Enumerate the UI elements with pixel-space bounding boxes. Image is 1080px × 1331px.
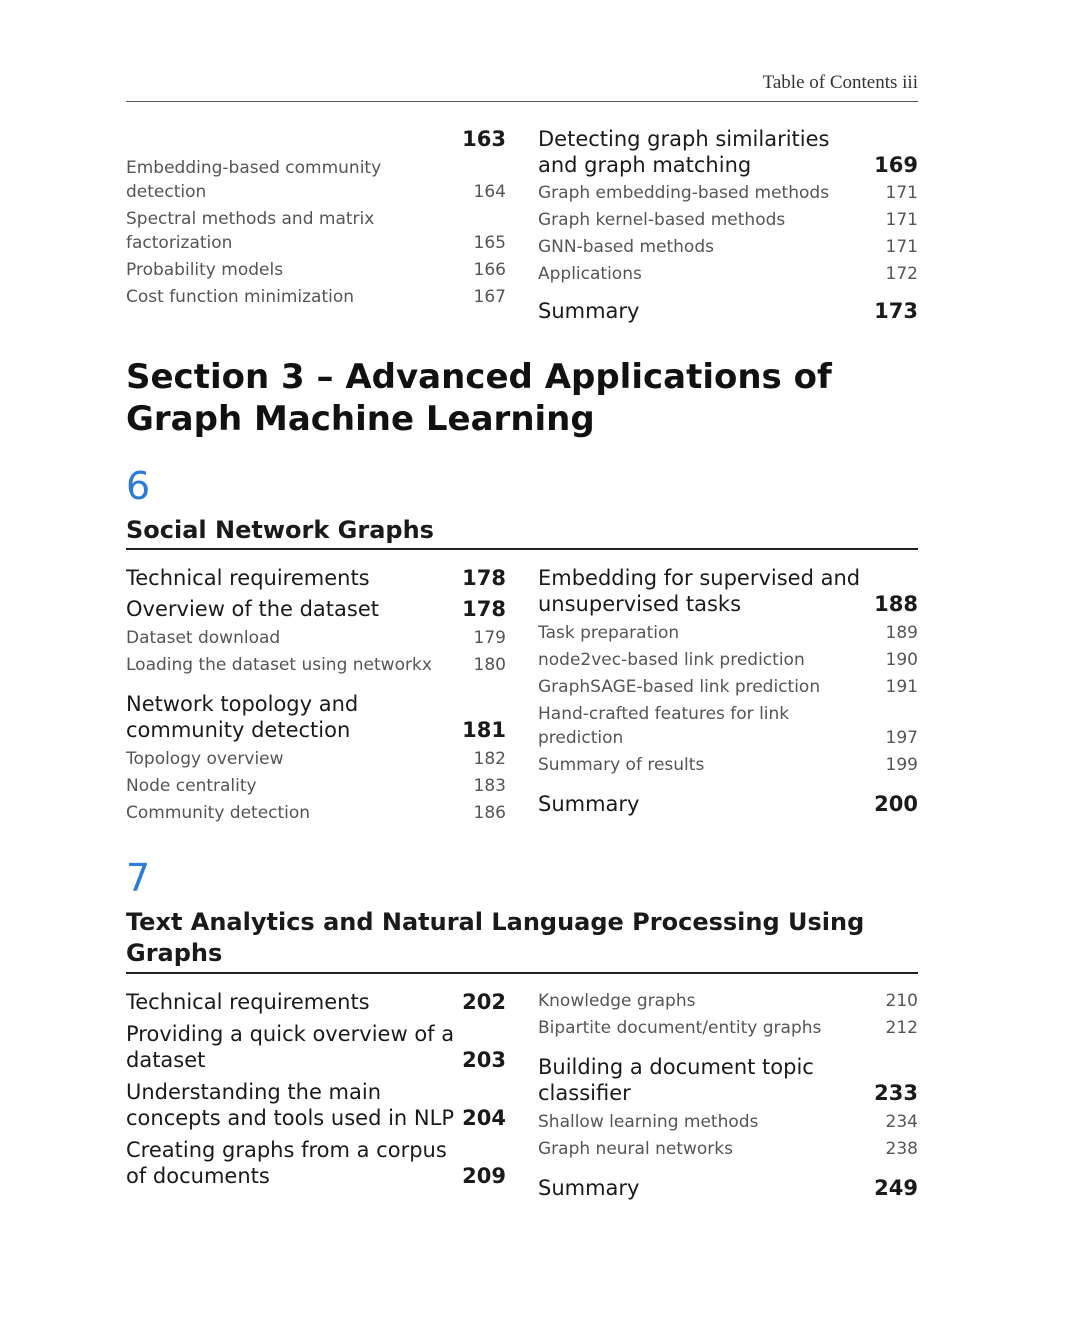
toc-ch7-right <box>538 989 918 1201</box>
toc-page: 165 <box>473 233 506 253</box>
toc-page: 181 <box>462 718 506 742</box>
toc-title: Spectral methods and matrix factorization <box>126 209 375 253</box>
toc-entry[interactable] <box>126 1021 506 1073</box>
toc-title: Providing a quick overview of a dataset <box>126 1022 455 1072</box>
toc-entry[interactable] <box>538 126 918 178</box>
toc-title: Hand-crafted features for link prediction <box>538 704 790 748</box>
toc-page: 179 <box>473 628 506 648</box>
toc-title: Cost function minimization <box>126 287 355 307</box>
section-title: Section 3 – Advanced Applications of Graph Machine Learning <box>126 357 832 439</box>
toc-entry[interactable] <box>126 691 506 743</box>
toc-title: Technical requirements <box>126 566 370 590</box>
toc-page: 169 <box>874 153 918 177</box>
toc-entry[interactable] <box>538 675 918 699</box>
toc-entry[interactable] <box>538 298 918 324</box>
toc-entry[interactable] <box>538 1016 918 1040</box>
toc-entry[interactable] <box>126 1079 506 1131</box>
toc-entry[interactable] <box>538 621 918 645</box>
toc-chapter6 <box>126 565 918 825</box>
toc-page: 234 <box>885 1112 918 1132</box>
toc-page: 178 <box>462 597 506 621</box>
toc-title: Overview of the dataset <box>126 597 379 621</box>
toc-title: node2vec-based link prediction <box>538 650 805 670</box>
toc-page: 164 <box>473 182 506 202</box>
toc-top-left <box>126 126 506 324</box>
toc-entry[interactable] <box>126 747 506 771</box>
chapter-rule <box>126 548 918 550</box>
toc-title: Summary <box>538 1176 640 1200</box>
toc-page: 171 <box>885 183 918 203</box>
toc-page: 199 <box>885 755 918 775</box>
toc-page: 189 <box>885 623 918 643</box>
toc-page: 197 <box>885 728 918 748</box>
toc-ch6-right <box>538 565 918 825</box>
toc-title: Topology overview <box>126 749 284 769</box>
chapter-number: 6 <box>126 464 151 508</box>
toc-title: Shallow learning methods <box>538 1112 759 1132</box>
toc-entry[interactable] <box>538 753 918 777</box>
toc-entry[interactable] <box>126 258 506 282</box>
toc-page: 171 <box>885 237 918 257</box>
toc-entry[interactable] <box>126 653 506 677</box>
toc-page: 167 <box>473 287 506 307</box>
toc-title: Community detection <box>126 803 311 823</box>
header-rule <box>126 101 918 102</box>
toc-title: Task preparation <box>538 623 680 643</box>
toc-title: Bipartite document/entity graphs <box>538 1018 822 1038</box>
toc-page: 190 <box>885 650 918 670</box>
toc-entry[interactable] <box>126 1137 506 1189</box>
toc-title: Technical requirements <box>126 990 370 1014</box>
toc-page: 249 <box>874 1176 918 1200</box>
toc-page: 233 <box>874 1081 918 1105</box>
toc-title: Knowledge graphs <box>538 991 696 1011</box>
toc-page: 203 <box>462 1048 506 1072</box>
toc-entry[interactable] <box>538 989 918 1013</box>
toc-entry[interactable] <box>126 774 506 798</box>
toc-title: Probability models <box>126 260 284 280</box>
toc-entry[interactable] <box>538 1137 918 1161</box>
toc-title: GNN-based methods <box>538 237 714 257</box>
toc-page: 183 <box>473 776 506 796</box>
toc-page: 163 <box>462 127 506 151</box>
toc-ch6-left <box>126 565 506 825</box>
chapter-title: Social Network Graphs <box>126 516 434 544</box>
toc-title: Node centrality <box>126 776 257 796</box>
toc-page: 212 <box>885 1018 918 1038</box>
toc-title: Summary of results <box>538 755 705 775</box>
chapter-title: Text Analytics and Natural Language Processing Using Graphs <box>126 908 865 967</box>
toc-entry[interactable] <box>538 1175 918 1201</box>
toc-page: 188 <box>874 592 918 616</box>
toc-entry[interactable] <box>538 262 918 286</box>
toc-title: Detecting graph similarities and graph matching <box>538 127 830 177</box>
toc-entry[interactable] <box>538 235 918 259</box>
toc-entry[interactable] <box>538 181 918 205</box>
toc-title: Loading the dataset using networkx <box>126 655 432 675</box>
toc-title: Summary <box>538 792 640 816</box>
toc-title: Dataset download <box>126 628 281 648</box>
toc-entry[interactable] <box>126 989 506 1015</box>
toc-page: 200 <box>874 792 918 816</box>
toc-title: Graph kernel-based methods <box>538 210 786 230</box>
toc-page: 178 <box>462 566 506 590</box>
toc-page: 166 <box>473 260 506 280</box>
toc-title: Summary <box>538 299 640 323</box>
toc-entry[interactable] <box>126 626 506 650</box>
toc-title: Graph neural networks <box>538 1139 733 1159</box>
toc-page: 238 <box>885 1139 918 1159</box>
toc-entry[interactable] <box>538 1110 918 1134</box>
toc-page: 173 <box>874 299 918 323</box>
toc-entry[interactable] <box>126 126 506 152</box>
toc-entry[interactable] <box>126 285 506 309</box>
toc-title: Applications <box>538 264 642 284</box>
toc-page: 171 <box>885 210 918 230</box>
toc-title: Building a document topic classifier <box>538 1055 814 1105</box>
toc-page: 210 <box>885 991 918 1011</box>
toc-entry[interactable] <box>126 596 506 622</box>
toc-chapter7 <box>126 989 918 1201</box>
toc-page: 182 <box>473 749 506 769</box>
chapter-number: 7 <box>126 856 151 900</box>
toc-title: Graph embedding-based methods <box>538 183 830 203</box>
toc-entry[interactable] <box>126 565 506 591</box>
toc-page: 191 <box>885 677 918 697</box>
toc-page: 186 <box>473 803 506 823</box>
toc-entry[interactable] <box>126 801 506 825</box>
toc-entry[interactable] <box>538 791 918 817</box>
toc-entry[interactable] <box>538 648 918 672</box>
toc-title: Embedding for supervised and unsupervised tasks <box>538 566 861 616</box>
toc-page: 172 <box>885 264 918 284</box>
toc-entry[interactable] <box>126 156 506 204</box>
toc-entry[interactable] <box>538 565 918 617</box>
toc-entry[interactable] <box>538 208 918 232</box>
toc-page: 209 <box>462 1164 506 1188</box>
toc-entry[interactable] <box>126 207 506 255</box>
toc-entry[interactable] <box>538 702 918 750</box>
toc-top-right <box>538 126 918 324</box>
toc-top-block <box>126 126 918 324</box>
toc-ch7-left <box>126 989 506 1201</box>
chapter-rule <box>126 972 918 974</box>
toc-entry[interactable] <box>538 1054 918 1106</box>
toc-title: Creating graphs from a corpus of documents <box>126 1138 447 1188</box>
toc-title: Understanding the main concepts and tools used in NLP <box>126 1080 454 1130</box>
running-head: Table of Contents iii <box>762 72 918 93</box>
toc-title: Network topology and community detection <box>126 692 359 742</box>
toc-title: Embedding-based community detection <box>126 158 382 202</box>
toc-page: 180 <box>473 655 506 675</box>
toc-title: GraphSAGE-based link prediction <box>538 677 821 697</box>
toc-page: 202 <box>462 990 506 1014</box>
toc-page: 204 <box>462 1106 506 1130</box>
